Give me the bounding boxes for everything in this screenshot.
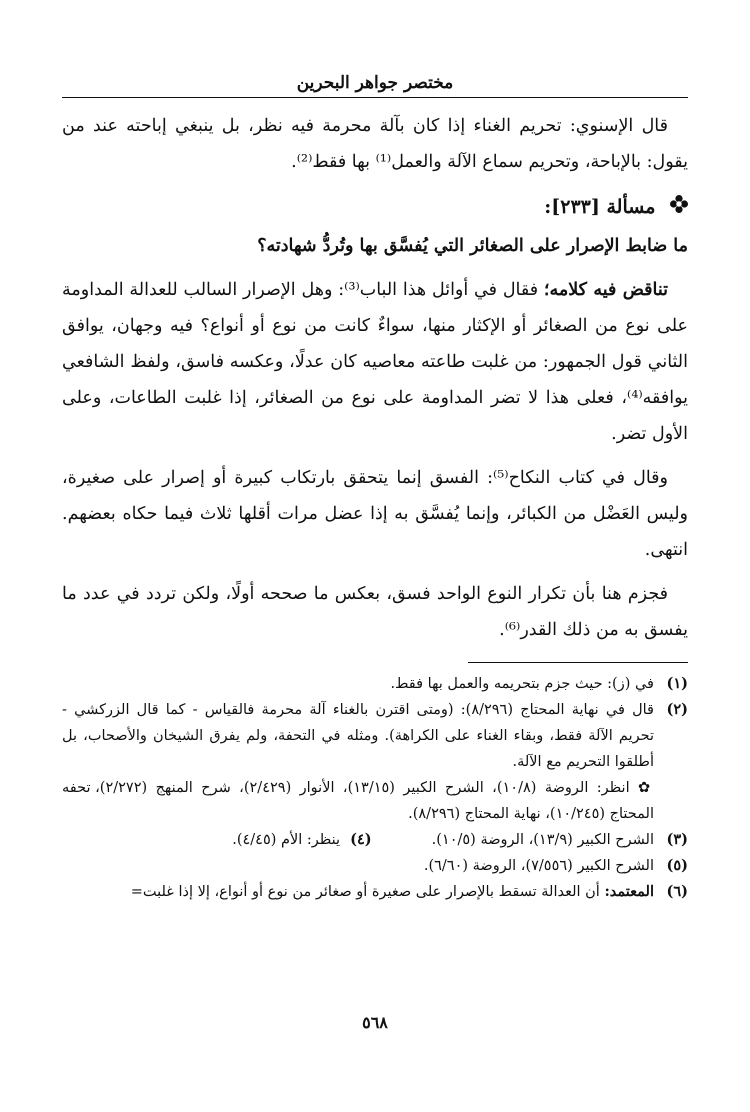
flower-icon <box>670 190 688 224</box>
footnote-3-4 <box>62 827 688 853</box>
footnote-5 <box>62 853 688 879</box>
footnote-number: (٦) <box>666 883 688 900</box>
footnote-row <box>62 827 654 853</box>
footnote-rule <box>468 662 688 663</box>
page-number: ٥٦٨ <box>362 1013 388 1032</box>
footnote-3-text: الشرح الكبير (١٣/٩)، الروضة (١٠/٥). <box>431 832 654 848</box>
footnote-number: (٥) <box>666 857 688 874</box>
paragraph-1: قال الإسنوي: تحريم الغناء إذا كان بآلة محرمة فيه نظر، بل ينبغي إباحته عند من يقول: بالإباحة، وتحريم سماع الآلة والعمل⁽¹⁾ بها فقط⁽²⁾. <box>62 116 688 172</box>
footnote-number: (٤) <box>350 831 372 848</box>
footnote-2-refs: ✿ انظر: الروضة (١٠/٨)، الشرح الكبير (١٣/١٥)، الأنوار (٢/٤٢٩)، شرح المنهج (٢/٢٧٢)، تحفه المحتاج (١٠/٢٤٥)، نهاية المحتاج (٨/٢٩٦). <box>62 780 654 822</box>
masala-label: مسألة [٢٣٣]: <box>544 196 656 218</box>
footnote-number: (١) <box>666 675 688 692</box>
masala-heading <box>62 190 688 224</box>
footnote-text <box>62 879 654 905</box>
footnotes <box>62 671 688 905</box>
document-page <box>62 72 688 1082</box>
footnote-text <box>62 697 654 827</box>
paragraph-3: وقال في كتاب النكاح⁽⁵⁾: الفسق إنما يتحقق بارتكاب كبيرة أو إصرار على صغيرة، وليس العَضْل من الكبائر، وإنما يُفسَّق به إذا عضل مرات أقلها ثلاث فيما حكاه بعضهم. انتهى. <box>62 468 688 560</box>
paragraph-4: فجزم هنا بأن تكرار النوع الواحد فسق، بعكس ما صححه أولًا، ولكن تردد في عدد ما يفسق به من ذلك القدر⁽⁶⁾. <box>62 584 688 640</box>
footnote-6-lead: المعتمد: <box>604 883 654 900</box>
footnote-4-text: ينظر: الأم (٤/٤٥). <box>232 832 341 848</box>
paragraph-2 <box>62 272 688 452</box>
paragraph-2-rest: فقال في أوائل هذا الباب⁽³⁾: وهل الإصرار السالب للعدالة المداومة على نوع من الصغائر أو الإكثار منها، سواءٌ كانت من نوع أو أنواع؟ فيه وجهان، يوافق الثاني قول الجمهور: من غلبت طاعته معاصيه كان عدلًا، وعكسه فاسق، ولفظ الشافعي يوافقه⁽⁴⁾، فعلى هذا لا تضر المداومة على نوع من الصغائر، إذا غلبت الطاعات، وعلى الأول تضر. <box>62 280 688 444</box>
main-text <box>62 108 688 648</box>
running-header: مختصر جواهر البحرين <box>296 73 454 93</box>
footnote-2 <box>62 697 688 827</box>
footnote-1 <box>62 671 688 697</box>
footnote-6 <box>62 879 688 905</box>
footnote-2-main: قال في نهاية المحتاج (٨/٢٩٦): (ومتى اقترن بالغناء آلة محرمة فالقياس - كما قال الزركشي - تحريم الآلة فقط، وبقاء الغناء على الكراهة). ومثله في التحفة، ولم يفرق الشيخان والأصحاب، بل أطلقوا التحريم مع الآلة. <box>62 702 654 770</box>
footnote-text: الشرح الكبير (٧/٥٥٦)، الروضة (٦/٦٠). <box>423 858 654 874</box>
footnote-number: (٢) <box>666 701 688 718</box>
header-rule <box>62 97 688 98</box>
footnote-text: في (ز): حيث جزم بتحريمه والعمل بها فقط. <box>390 676 654 692</box>
question: ما ضابط الإصرار على الصغائر التي يُفسَّق بها وتُردُّ شهادته؟ <box>257 236 688 256</box>
footnote-number: (٣) <box>666 831 688 848</box>
footnote-6-rest: أن العدالة تسقط بالإصرار على صغيرة أو صغائر من نوع أو أنواع، إلا إذا غلبت= <box>130 884 605 900</box>
paragraph-2-lead: تناقض فيه كلامه؛ <box>543 280 669 300</box>
